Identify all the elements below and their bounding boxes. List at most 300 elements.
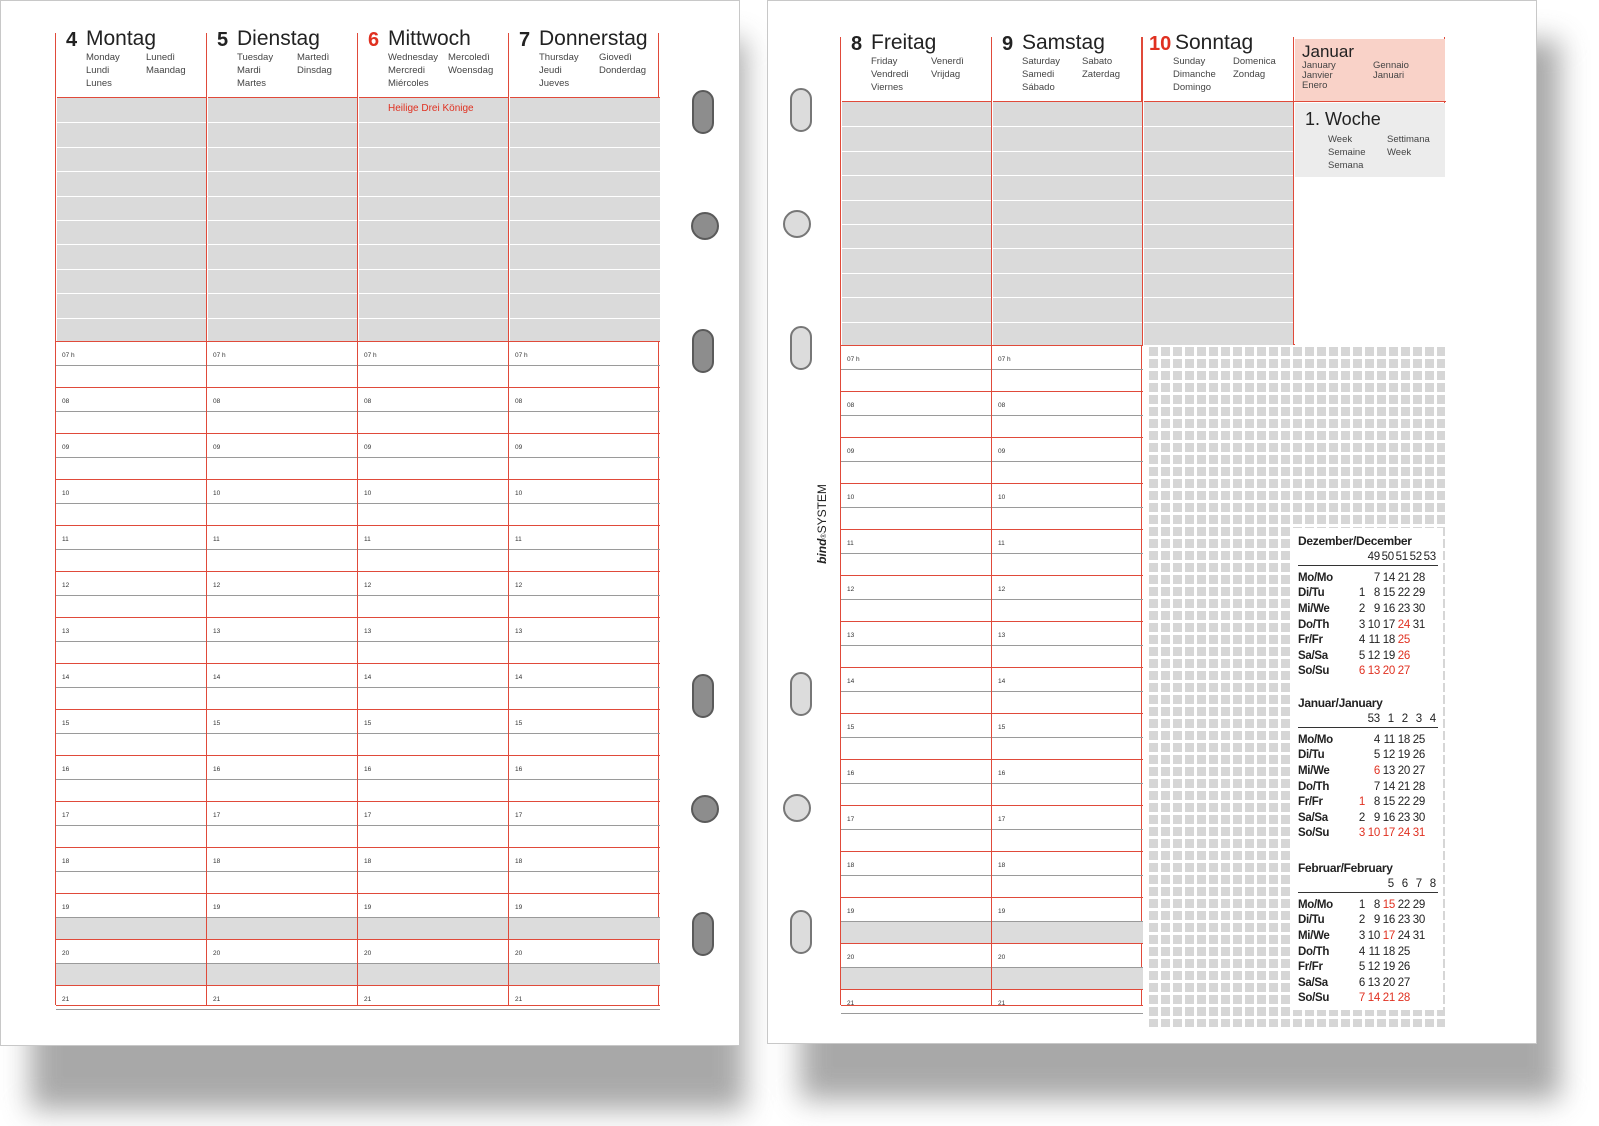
hour-label: 13 <box>62 628 70 635</box>
calendar-day[interactable] <box>1410 632 1425 648</box>
evening-shade <box>509 964 660 986</box>
hour-row[interactable] <box>841 943 992 989</box>
hour-row[interactable] <box>358 801 509 847</box>
calendar-day[interactable]: 12 <box>1367 649 1380 662</box>
calendar-day[interactable]: 28 <box>1397 992 1410 1005</box>
hour-row[interactable] <box>509 341 660 387</box>
calendar-day[interactable]: 31 <box>1412 827 1425 840</box>
hour-row[interactable] <box>992 529 1143 575</box>
calendar-day[interactable]: 26 <box>1397 649 1410 662</box>
calendar-day[interactable]: 19 <box>1397 749 1410 762</box>
calendar-day[interactable]: 17 <box>1382 929 1395 942</box>
hour-row[interactable] <box>358 479 509 525</box>
calendar-day[interactable]: 3 <box>1358 827 1365 840</box>
calendar-day[interactable]: 24 <box>1397 618 1410 631</box>
hour-row[interactable] <box>992 851 1143 897</box>
calendar-day[interactable] <box>1350 570 1365 586</box>
mini-calendar-table <box>1298 732 1425 841</box>
hour-row[interactable] <box>841 805 992 851</box>
calendar-day[interactable]: 4 <box>1358 634 1365 647</box>
hour-row[interactable] <box>56 801 207 847</box>
hour-row[interactable] <box>207 341 358 387</box>
binder-hole-4 <box>692 674 714 718</box>
all-day-line <box>993 273 1143 274</box>
hour-row[interactable] <box>992 943 1143 989</box>
half-hour-line <box>207 1009 358 1010</box>
calendar-day[interactable]: 28 <box>1412 780 1425 793</box>
half-hour-line <box>841 875 992 876</box>
calendar-day[interactable]: 22 <box>1397 796 1410 809</box>
half-hour-line <box>509 687 660 688</box>
week-notes-area[interactable] <box>1295 177 1445 345</box>
half-hour-line <box>56 1009 207 1010</box>
calendar-day[interactable]: 15 <box>1382 587 1395 600</box>
all-day-area[interactable] <box>993 101 1143 345</box>
calendar-day[interactable]: 14 <box>1367 992 1380 1005</box>
all-day-area[interactable] <box>842 101 992 345</box>
hour-row[interactable] <box>358 709 509 755</box>
calendar-day[interactable]: 8 <box>1373 587 1380 600</box>
calendar-day[interactable]: 9 <box>1373 602 1380 615</box>
half-hour-line <box>358 595 509 596</box>
calendar-day[interactable]: 19 <box>1382 649 1395 662</box>
calendar-day[interactable]: 4 <box>1358 945 1365 958</box>
hour-row[interactable] <box>207 801 358 847</box>
hour-row[interactable] <box>207 663 358 709</box>
hour-row[interactable] <box>207 847 358 893</box>
half-hour-line <box>509 917 660 918</box>
hour-row[interactable] <box>841 529 992 575</box>
calendar-day[interactable]: 9 <box>1373 914 1380 927</box>
calendar-day[interactable]: 9 <box>1373 811 1380 824</box>
calendar-day[interactable]: 27 <box>1412 764 1425 777</box>
hour-row[interactable] <box>358 985 509 1031</box>
half-hour-line <box>207 549 358 550</box>
calendar-day[interactable]: 20 <box>1397 764 1410 777</box>
calendar-day[interactable]: 18 <box>1397 733 1410 746</box>
all-day-area[interactable] <box>57 97 207 341</box>
hour-row[interactable] <box>841 713 992 759</box>
evening-shade <box>992 968 1143 990</box>
calendar-day[interactable]: 10 <box>1367 618 1380 631</box>
hour-row[interactable] <box>56 663 207 709</box>
hour-row[interactable] <box>992 759 1143 805</box>
hour-row[interactable] <box>207 525 358 571</box>
half-hour-line <box>509 825 660 826</box>
calendar-day[interactable]: 5 <box>1358 961 1365 974</box>
calendar-day[interactable]: 1 <box>1358 796 1365 809</box>
mini-calendar-table <box>1298 570 1425 679</box>
calendar-day[interactable]: 29 <box>1412 898 1425 911</box>
calendar-day[interactable]: 6 <box>1358 976 1365 989</box>
calendar-day[interactable]: 20 <box>1382 665 1395 678</box>
hour-label: 21 <box>515 996 523 1003</box>
hour-row[interactable] <box>992 437 1143 483</box>
calendar-day[interactable]: 12 <box>1367 961 1380 974</box>
hour-row[interactable] <box>207 893 358 939</box>
calendar-day[interactable]: 24 <box>1397 929 1410 942</box>
calendar-day[interactable]: 2 <box>1358 811 1365 824</box>
all-day-line <box>359 318 509 319</box>
all-day-line <box>359 147 509 148</box>
hour-row[interactable] <box>992 621 1143 667</box>
day-translation: Giovedì <box>599 52 632 63</box>
calendar-day[interactable]: 13 <box>1382 764 1395 777</box>
hour-row[interactable] <box>509 617 660 663</box>
hour-row[interactable] <box>992 713 1143 759</box>
calendar-day[interactable]: 23 <box>1397 602 1410 615</box>
hour-row[interactable] <box>358 617 509 663</box>
hour-label: 16 <box>364 766 372 773</box>
calendar-day[interactable]: 30 <box>1412 811 1425 824</box>
hour-row[interactable] <box>358 939 509 985</box>
hour-row[interactable] <box>509 893 660 939</box>
calendar-day[interactable] <box>1350 748 1365 764</box>
hour-row[interactable] <box>358 571 509 617</box>
calendar-day[interactable]: 8 <box>1373 898 1380 911</box>
calendar-day[interactable]: 16 <box>1382 811 1395 824</box>
hour-row[interactable] <box>358 755 509 801</box>
calendar-day[interactable]: 10 <box>1367 827 1380 840</box>
half-hour-line <box>207 365 358 366</box>
calendar-day[interactable]: 20 <box>1382 976 1395 989</box>
hour-row[interactable] <box>207 755 358 801</box>
hour-label: 08 <box>998 402 1006 409</box>
hour-row[interactable] <box>358 525 509 571</box>
hour-row[interactable] <box>207 939 358 985</box>
hour-row[interactable] <box>56 571 207 617</box>
half-hour-line <box>509 549 660 550</box>
day-translation: Dimanche <box>1173 69 1216 80</box>
day-number: 4 <box>66 29 78 51</box>
day-translation: Domenica <box>1233 56 1276 67</box>
hour-row[interactable] <box>207 433 358 479</box>
calendar-day[interactable]: 29 <box>1412 796 1425 809</box>
hour-row[interactable] <box>509 847 660 893</box>
hour-row[interactable] <box>207 985 358 1031</box>
day-name: Samstag <box>1022 31 1105 54</box>
calendar-day[interactable]: 22 <box>1397 898 1410 911</box>
all-day-line <box>208 269 358 270</box>
calendar-day[interactable] <box>1350 732 1365 748</box>
day-name: Donnerstag <box>539 27 648 50</box>
calendar-day[interactable] <box>1410 991 1425 1007</box>
half-hour-line <box>358 1009 509 1010</box>
hour-row[interactable] <box>841 667 992 713</box>
hour-label: 08 <box>364 398 372 405</box>
hour-row[interactable] <box>56 755 207 801</box>
all-day-line <box>57 244 207 245</box>
hour-row[interactable] <box>56 709 207 755</box>
calendar-day[interactable] <box>1410 944 1425 960</box>
mini-calendar-row <box>1298 632 1425 648</box>
hour-row[interactable] <box>56 985 207 1031</box>
all-day-line <box>510 147 660 148</box>
hour-label: 09 <box>62 444 70 451</box>
half-hour-line <box>992 369 1143 370</box>
all-day-line <box>1144 322 1294 323</box>
weekday-label: So/Su <box>1298 992 1330 1005</box>
calendar-day[interactable]: 27 <box>1397 665 1410 678</box>
calendar-day[interactable]: 31 <box>1412 929 1425 942</box>
calendar-day[interactable]: 14 <box>1382 571 1395 584</box>
calendar-day[interactable]: 2 <box>1358 914 1365 927</box>
all-day-line <box>1144 248 1294 249</box>
hour-label: 12 <box>515 582 523 589</box>
hour-row[interactable] <box>841 989 992 1035</box>
mini-calendar-row <box>1298 779 1425 795</box>
half-hour-line <box>358 733 509 734</box>
calendar-day[interactable]: 24 <box>1397 827 1410 840</box>
week-number: 6 <box>1401 878 1408 890</box>
hour-row[interactable] <box>358 341 509 387</box>
hour-label: 07 h <box>515 352 528 359</box>
calendar-day[interactable]: 21 <box>1397 571 1410 584</box>
hour-row[interactable] <box>509 387 660 433</box>
hour-row[interactable] <box>358 663 509 709</box>
hour-label: 11 <box>62 536 69 543</box>
all-day-line <box>842 297 992 298</box>
hour-row[interactable] <box>841 391 992 437</box>
hour-row[interactable] <box>509 801 660 847</box>
grid-bottom-line <box>358 1005 509 1006</box>
hour-row[interactable] <box>841 851 992 897</box>
day-number: 10 <box>1149 33 1172 55</box>
calendar-day[interactable]: 12 <box>1382 749 1395 762</box>
hour-row[interactable] <box>56 939 207 985</box>
hour-label: 10 <box>847 494 855 501</box>
calendar-day[interactable]: 16 <box>1382 602 1395 615</box>
half-hour-line <box>358 779 509 780</box>
calendar-day[interactable] <box>1410 648 1425 664</box>
calendar-day[interactable]: 28 <box>1412 571 1425 584</box>
hour-row[interactable] <box>841 621 992 667</box>
day-translation: Venerdì <box>931 56 964 67</box>
week-number: 51 <box>1395 551 1408 563</box>
mini-calendar-row <box>1298 648 1425 664</box>
calendar-day[interactable]: 1 <box>1358 898 1365 911</box>
hour-label: 11 <box>998 540 1005 547</box>
all-day-line <box>57 196 207 197</box>
hour-row[interactable] <box>992 483 1143 529</box>
calendar-day[interactable]: 13 <box>1367 665 1380 678</box>
hour-row[interactable] <box>841 437 992 483</box>
calendar-day[interactable]: 17 <box>1382 827 1395 840</box>
mini-calendar <box>1298 534 1438 679</box>
calendar-day[interactable] <box>1410 959 1425 975</box>
calendar-day[interactable]: 3 <box>1358 929 1365 942</box>
hour-row[interactable] <box>992 345 1143 391</box>
week-number: 5 <box>1387 878 1394 890</box>
hour-row[interactable] <box>56 525 207 571</box>
hour-label: 17 <box>515 812 523 819</box>
hour-row[interactable] <box>56 893 207 939</box>
calendar-day[interactable]: 5 <box>1373 749 1380 762</box>
calendar-day[interactable]: 25 <box>1397 634 1410 647</box>
half-hour-line <box>358 503 509 504</box>
calendar-day[interactable]: 10 <box>1367 929 1380 942</box>
mini-calendar-row <box>1298 732 1425 748</box>
half-hour-line <box>992 645 1143 646</box>
calendar-day[interactable]: 6 <box>1358 665 1365 678</box>
calendar-day[interactable]: 7 <box>1373 571 1380 584</box>
calendar-day[interactable]: 23 <box>1397 914 1410 927</box>
hour-row[interactable] <box>509 939 660 985</box>
calendar-day[interactable]: 18 <box>1382 634 1395 647</box>
calendar-day[interactable]: 27 <box>1397 976 1410 989</box>
hour-row[interactable] <box>358 433 509 479</box>
hour-row[interactable] <box>841 345 992 391</box>
calendar-day[interactable]: 18 <box>1382 945 1395 958</box>
hour-label: 16 <box>213 766 221 773</box>
day-translation: Vrijdag <box>931 69 961 80</box>
calendar-day[interactable] <box>1350 763 1365 779</box>
hour-row[interactable] <box>56 617 207 663</box>
half-hour-line <box>992 829 1143 830</box>
hour-row[interactable] <box>509 663 660 709</box>
hour-row[interactable] <box>207 387 358 433</box>
calendar-day[interactable]: 7 <box>1358 992 1365 1005</box>
week-number: 4 <box>1429 713 1436 725</box>
calendar-day[interactable]: 29 <box>1412 587 1425 600</box>
calendar-day[interactable]: 1 <box>1358 587 1365 600</box>
hour-row[interactable] <box>207 571 358 617</box>
hour-label: 11 <box>213 536 220 543</box>
hour-row[interactable] <box>992 391 1143 437</box>
calendar-day[interactable]: 26 <box>1397 961 1410 974</box>
calendar-day[interactable]: 30 <box>1412 914 1425 927</box>
calendar-day[interactable] <box>1350 779 1365 795</box>
calendar-day[interactable] <box>1410 975 1425 991</box>
hour-row[interactable] <box>509 755 660 801</box>
calendar-day[interactable]: 13 <box>1367 976 1380 989</box>
calendar-day[interactable]: 15 <box>1382 898 1395 911</box>
week-number: 8 <box>1429 878 1436 890</box>
calendar-day[interactable]: 31 <box>1412 618 1425 631</box>
all-day-area[interactable] <box>359 97 509 341</box>
day-translation: Mercredi <box>388 65 425 76</box>
calendar-day[interactable]: 23 <box>1397 811 1410 824</box>
calendar-day[interactable]: 21 <box>1397 780 1410 793</box>
calendar-day[interactable]: 6 <box>1373 764 1380 777</box>
hour-row[interactable] <box>509 479 660 525</box>
hour-row[interactable] <box>56 847 207 893</box>
all-day-line <box>208 147 358 148</box>
calendar-day[interactable]: 3 <box>1358 618 1365 631</box>
day-number: 8 <box>851 33 863 55</box>
calendar-day[interactable]: 17 <box>1382 618 1395 631</box>
calendar-day[interactable]: 15 <box>1382 796 1395 809</box>
hour-label: 20 <box>515 950 523 957</box>
day-translation: Sábado <box>1022 82 1055 93</box>
all-day-line <box>1144 175 1294 176</box>
hour-row[interactable] <box>56 479 207 525</box>
hour-row[interactable] <box>358 847 509 893</box>
binder-hole-6 <box>692 912 714 956</box>
hour-label: 17 <box>998 816 1006 823</box>
calendar-day[interactable]: 2 <box>1358 602 1365 615</box>
hour-row[interactable] <box>56 387 207 433</box>
hour-row[interactable] <box>509 433 660 479</box>
hour-row[interactable] <box>509 709 660 755</box>
hour-row[interactable] <box>841 759 992 805</box>
weekday-label: Sa/Sa <box>1298 811 1328 824</box>
calendar-day[interactable]: 11 <box>1368 945 1380 958</box>
hour-row[interactable] <box>841 575 992 621</box>
all-day-line <box>57 171 207 172</box>
hour-row[interactable] <box>56 433 207 479</box>
day-name: Dienstag <box>237 27 320 50</box>
hour-row[interactable] <box>841 897 992 943</box>
half-hour-line <box>509 1009 660 1010</box>
hour-row[interactable] <box>509 525 660 571</box>
all-day-line <box>208 318 358 319</box>
hour-row[interactable] <box>358 893 509 939</box>
hour-row[interactable] <box>992 805 1143 851</box>
calendar-day[interactable]: 5 <box>1358 649 1365 662</box>
hour-row[interactable] <box>992 897 1143 943</box>
calendar-day[interactable]: 16 <box>1382 914 1395 927</box>
all-day-area[interactable] <box>208 97 358 341</box>
calendar-day[interactable]: 25 <box>1412 733 1425 746</box>
weekday-label: Fr/Fr <box>1298 634 1323 647</box>
mini-calendar-row <box>1298 913 1425 929</box>
mini-calendar <box>1298 861 1438 1006</box>
calendar-day[interactable]: 8 <box>1373 796 1380 809</box>
calendar-day[interactable]: 21 <box>1382 992 1395 1005</box>
half-hour-line <box>509 503 660 504</box>
month-translation: Enero <box>1302 80 1328 91</box>
all-day-area[interactable] <box>1144 101 1294 345</box>
calendar-day[interactable]: 26 <box>1412 749 1425 762</box>
calendar-day[interactable]: 30 <box>1412 602 1425 615</box>
calendar-day[interactable]: 25 <box>1397 945 1410 958</box>
calendar-day[interactable]: 4 <box>1373 733 1380 746</box>
half-hour-line <box>358 825 509 826</box>
hour-row[interactable] <box>56 341 207 387</box>
hour-row[interactable] <box>841 483 992 529</box>
hour-row[interactable] <box>509 571 660 617</box>
hour-row[interactable] <box>992 989 1143 1035</box>
calendar-day[interactable]: 14 <box>1382 780 1395 793</box>
calendar-day[interactable]: 22 <box>1397 587 1410 600</box>
calendar-day[interactable]: 11 <box>1383 733 1395 746</box>
all-day-line <box>510 196 660 197</box>
calendar-day[interactable] <box>1410 664 1425 680</box>
half-hour-line <box>207 411 358 412</box>
half-hour-line <box>358 549 509 550</box>
day-number: 9 <box>1002 33 1014 55</box>
hour-row[interactable] <box>358 387 509 433</box>
mini-calendar-row <box>1298 944 1425 960</box>
all-day-line <box>993 248 1143 249</box>
hour-row[interactable] <box>207 479 358 525</box>
calendar-day[interactable]: 11 <box>1368 634 1380 647</box>
hour-row[interactable] <box>207 617 358 663</box>
day-translation: Sabato <box>1082 56 1113 67</box>
hour-label: 14 <box>62 674 70 681</box>
hour-row[interactable] <box>207 709 358 755</box>
half-hour-line <box>992 967 1143 968</box>
day-translation: Wednesday <box>388 52 438 63</box>
calendar-day[interactable]: 7 <box>1373 780 1380 793</box>
all-day-area[interactable] <box>510 97 660 341</box>
weekday-label: So/Su <box>1298 827 1330 840</box>
hour-row[interactable] <box>509 985 660 1031</box>
calendar-day[interactable]: 19 <box>1382 961 1395 974</box>
hour-row[interactable] <box>992 667 1143 713</box>
hour-row[interactable] <box>992 575 1143 621</box>
